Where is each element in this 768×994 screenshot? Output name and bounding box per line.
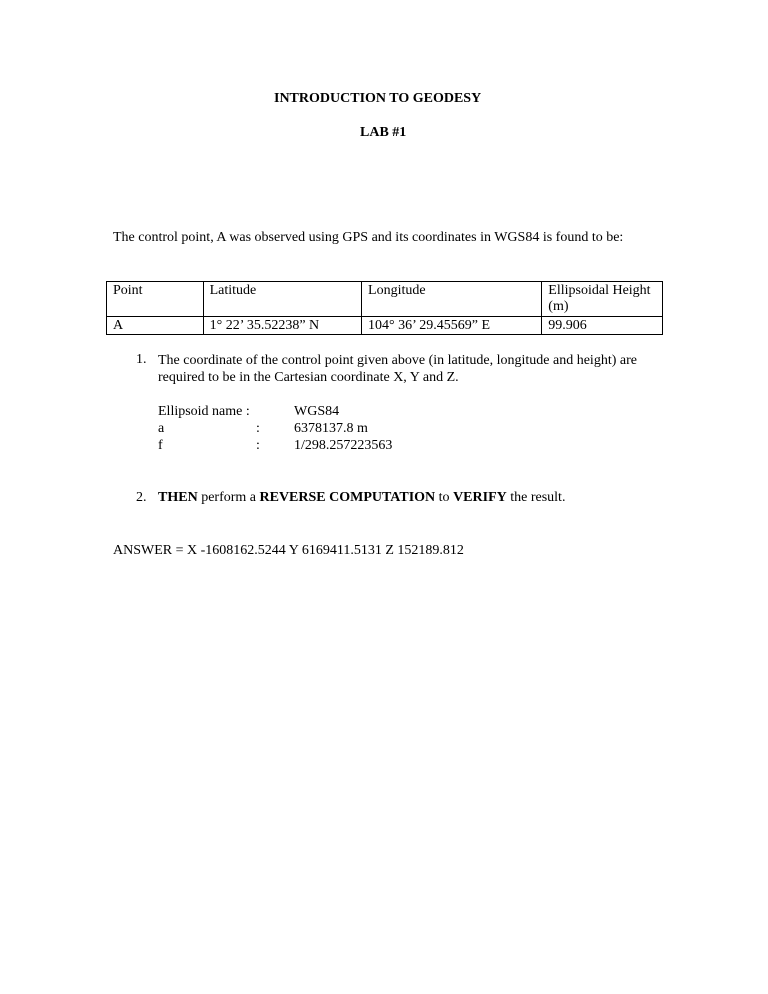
param-sep-f: : <box>256 438 260 453</box>
cell-latitude: 1° 22’ 35.52238” N <box>203 317 361 335</box>
param-value-a: 6378137.8 m <box>294 421 368 436</box>
emphasis-verify: VERIFY <box>453 490 507 505</box>
intro-paragraph: The control point, A was observed using GPS and its coordinates in WGS84 is found to be: <box>113 230 624 245</box>
cell-longitude: 104° 36’ 29.45569” E <box>362 317 542 335</box>
header-latitude: Latitude <box>203 282 361 317</box>
emphasis-then: THEN <box>158 490 198 505</box>
question-1-text: The coordinate of the control point given above (in latitude, longitude and height) are required to be in the Cartesian coordinate X, Y and Z. <box>158 353 637 385</box>
header-point: Point <box>107 282 204 317</box>
document-title: INTRODUCTION TO GEODESY <box>274 91 482 106</box>
cell-point: A <box>107 317 204 335</box>
table-header-row <box>107 282 663 317</box>
coordinates-table <box>106 281 663 335</box>
question-1-number: 1. <box>136 352 147 367</box>
param-sep-a: : <box>256 421 260 436</box>
param-label-f: f <box>158 438 163 453</box>
param-value-f: 1/298.257223563 <box>294 438 393 453</box>
answer-line: ANSWER = X -1608162.5244 Y 6169411.5131 Z 152189.812 <box>113 543 464 558</box>
text-perform: perform a <box>197 490 260 505</box>
lab-number: LAB #1 <box>360 125 407 140</box>
question-2-text <box>158 490 565 506</box>
header-ellipsoidal-height: Ellipsoidal Height (m) <box>542 282 663 317</box>
emphasis-reverse-computation: REVERSE COMPUTATION <box>259 490 436 505</box>
cell-height: 99.906 <box>542 317 663 335</box>
header-longitude: Longitude <box>362 282 542 317</box>
text-to: to <box>435 490 454 505</box>
text-result: the result. <box>506 490 566 505</box>
table-row <box>107 317 663 335</box>
question-2-number: 2. <box>136 490 147 505</box>
param-value-ellipsoid-name: WGS84 <box>294 404 340 419</box>
param-label-a: a <box>158 421 165 436</box>
param-label-ellipsoid-name: Ellipsoid name : <box>158 404 250 419</box>
